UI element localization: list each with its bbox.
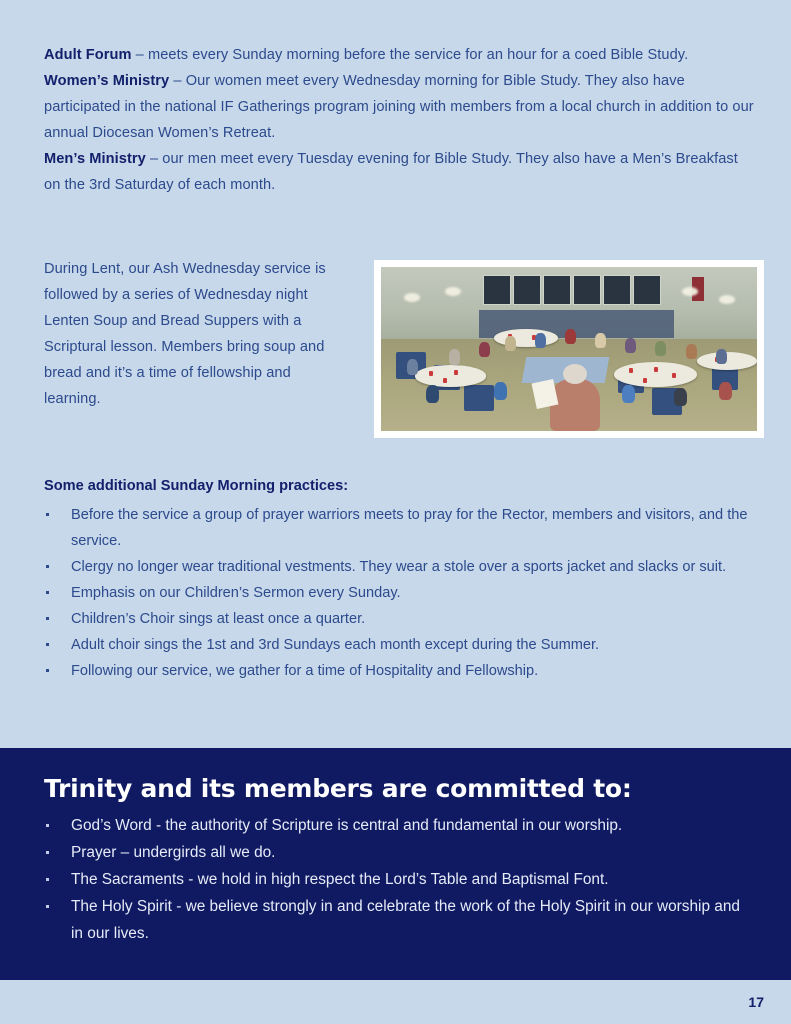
photo-attendee <box>505 336 516 351</box>
list-item-text: Clergy no longer wear traditional vestments. They wear a stole over a sports jacket and slacks or suit. <box>71 559 727 575</box>
photo-window <box>573 275 601 305</box>
photo-ceiling-lamp <box>404 293 420 302</box>
list-item-text: The Sacraments - we hold in high respect the Lord’s Table and Baptismal Font. <box>71 871 609 888</box>
list-item-text: Prayer – undergirds all we do. <box>71 844 276 861</box>
list-item <box>44 554 756 580</box>
list-item-text: The Holy Spirit - we believe strongly in and celebrate the work of the Holy Spirit in our worship and in our lives. <box>71 898 740 942</box>
list-item <box>44 606 756 632</box>
bullet-icon <box>46 565 49 568</box>
photo-cup <box>654 367 658 372</box>
practices-list <box>44 502 756 684</box>
photo-cup <box>429 371 433 376</box>
photo-cup <box>643 378 647 383</box>
photo-speaker-head <box>563 364 587 384</box>
photo-attendee <box>494 382 507 400</box>
lent-paragraph: During Lent, our Ash Wednesday service is followed by a series of Wednesday night Lenten Soup and Bread Suppers with a Scriptural lesson. Members bring soup and bread and it’s a time of fellowship and learning. <box>44 261 326 407</box>
bullet-icon <box>46 905 49 908</box>
list-item <box>44 839 744 866</box>
photo-attendee <box>719 382 732 400</box>
ministry-label: Women’s Ministry <box>44 73 170 89</box>
photo-attendee <box>479 342 490 357</box>
photo-attendee <box>407 359 418 375</box>
photo-attendee <box>674 388 687 406</box>
photo-window <box>603 275 631 305</box>
photo-attendee <box>595 333 606 348</box>
ministry-label: Men’s Ministry <box>44 151 146 167</box>
photo-window <box>633 275 661 305</box>
ministry-adult-forum <box>44 42 756 68</box>
ministry-label: Adult Forum <box>44 47 132 63</box>
ministry-description: – Our women meet every Wednesday morning for Bible Study. They also have participated in the national IF Gatherings program joining with members from a local church in addition to our annual Diocesan Women’s Retreat. <box>44 73 754 141</box>
list-item <box>44 632 756 658</box>
commitments-heading: Trinity and its members are committed to: <box>44 774 632 803</box>
photo-window <box>483 275 511 305</box>
ministry-description: – meets every Sunday morning before the service for an hour for a coed Bible Study. <box>131 47 689 63</box>
photo-attendee <box>716 349 727 364</box>
bullet-icon <box>46 851 49 854</box>
photo-attendee <box>449 349 460 365</box>
bullet-icon <box>46 617 49 620</box>
photo-window <box>543 275 571 305</box>
ministry-womens <box>44 68 756 146</box>
parish-hall-photo-frame <box>374 260 764 438</box>
list-item-text: Following our service, we gather for a time of Hospitality and Fellowship. <box>71 663 539 679</box>
lent-section <box>44 256 332 412</box>
photo-attendee <box>622 385 635 403</box>
page-number: 17 <box>748 994 764 1010</box>
sunday-practices-section <box>44 473 756 684</box>
bullet-icon <box>46 513 49 516</box>
bullet-icon <box>46 669 49 672</box>
photo-attendee <box>535 333 546 348</box>
bullet-icon <box>46 643 49 646</box>
list-item-text: Adult choir sings the 1st and 3rd Sundays each month except during the Summer. <box>71 637 600 653</box>
photo-ceiling-lamp <box>682 287 698 296</box>
ministries-section <box>44 42 756 198</box>
list-item <box>44 658 756 684</box>
list-item <box>44 893 744 947</box>
commitments-section <box>0 748 791 980</box>
photo-cup <box>629 368 633 373</box>
photo-attendee <box>625 338 636 353</box>
photo-round-table <box>415 365 486 386</box>
bullet-icon <box>46 591 49 594</box>
photo-cup <box>454 370 458 375</box>
ministry-mens <box>44 146 756 198</box>
photo-attendee <box>686 344 697 359</box>
photo-round-table <box>614 362 697 387</box>
ministry-description: – our men meet every Tuesday evening for Bible Study. They also have a Men’s Breakfast on the 3rd Saturday of each month. <box>44 151 738 193</box>
photo-attendee <box>565 329 576 344</box>
list-item <box>44 580 756 606</box>
list-item-text: Children’s Choir sings at least once a quarter. <box>71 611 366 627</box>
practices-heading: Some additional Sunday Morning practices: <box>44 478 349 494</box>
list-item <box>44 866 744 893</box>
photo-attendee <box>655 341 666 356</box>
photo-window <box>513 275 541 305</box>
photo-ceiling-lamp <box>445 287 461 296</box>
bullet-icon <box>46 878 49 881</box>
list-item-text: Emphasis on our Children’s Sermon every Sunday. <box>71 585 401 601</box>
photo-chair <box>464 385 494 411</box>
list-item-text: Before the service a group of prayer warriors meets to pray for the Rector, members and visitors, and the service. <box>71 507 748 549</box>
commitments-list <box>44 812 744 947</box>
list-item <box>44 502 756 554</box>
bullet-icon <box>46 824 49 827</box>
list-item-text: God’s Word - the authority of Scripture is central and fundamental in our worship. <box>71 817 623 834</box>
photo-attendee <box>426 385 439 403</box>
list-item <box>44 812 744 839</box>
parish-hall-photo <box>381 267 757 431</box>
photo-cup <box>672 373 676 378</box>
photo-speaker <box>550 379 600 431</box>
photo-cup <box>443 378 447 383</box>
